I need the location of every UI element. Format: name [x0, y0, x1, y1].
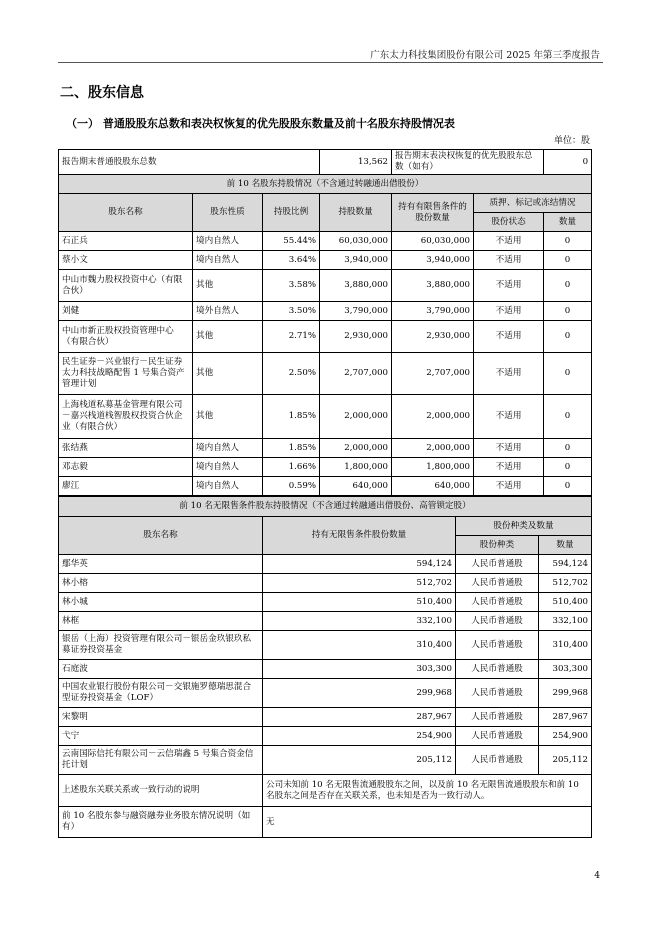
u-col-header-unrestricted: 持有无限售条件股份数量 [263, 517, 456, 555]
holding-shares: 2,000,000 [320, 439, 392, 458]
shareholder-name: 林小榕 [59, 574, 263, 593]
common-holders-label: 报告期末普通股股东总数 [59, 150, 320, 175]
pledge-qty: 0 [544, 395, 592, 439]
unrestricted-shares: 310,400 [263, 631, 456, 660]
table-row [59, 439, 592, 458]
pledge-status: 不适用 [474, 251, 544, 270]
holding-shares: 3,880,000 [320, 270, 392, 302]
pledge-qty: 0 [544, 477, 592, 496]
pledge-status: 不适用 [474, 353, 544, 395]
shareholder-name: 鄢华英 [59, 555, 263, 574]
shareholder-name: 蔡小文 [59, 251, 193, 270]
table-row [59, 458, 592, 477]
share-qty: 254,900 [539, 727, 592, 746]
section-subtitle: （一） 普通股股东总数和表决权恢复的优先股股东数量及前十名股东持股情况表 [66, 117, 455, 130]
table-row [59, 631, 592, 660]
pledge-status: 不适用 [474, 477, 544, 496]
col-header-name: 股东名称 [59, 194, 193, 232]
share-type: 人民币普通股 [456, 727, 539, 746]
table-row [59, 708, 592, 727]
restricted-shares: 640,000 [392, 477, 474, 496]
share-qty: 299,968 [539, 679, 592, 708]
holding-ratio: 3.58% [263, 270, 320, 302]
col-header-status: 股份状态 [474, 213, 544, 232]
pledge-qty: 0 [544, 251, 592, 270]
unrestricted-shares: 287,967 [263, 708, 456, 727]
unrestricted-shares: 205,112 [263, 746, 456, 775]
table-row [59, 302, 592, 321]
pledge-status: 不适用 [474, 232, 544, 251]
report-header: 广东太力科技集团股份有限公司 2025 年第三季度报告 [370, 50, 600, 61]
margin-label: 前 10 名股东参与融资融券业务股东情况说明（如有） [59, 807, 263, 838]
share-type: 人民币普通股 [456, 631, 539, 660]
shareholder-nature: 其他 [193, 270, 263, 302]
table-row [59, 727, 592, 746]
col-header-restricted: 持有有限售条件的股份数量 [392, 194, 474, 232]
table-row [59, 395, 592, 439]
pledge-status: 不适用 [474, 270, 544, 302]
top10-unrestricted-table [58, 496, 592, 838]
shareholder-name: 中山市魏力股权投资中心（有限合伙） [59, 270, 193, 302]
u-col-header-type-group: 股份种类及数量 [456, 517, 592, 536]
col-header-pledge: 质押、标记或冻结情况 [474, 194, 592, 213]
col-header-qty: 数量 [544, 213, 592, 232]
holding-shares: 640,000 [320, 477, 392, 496]
share-type: 人民币普通股 [456, 660, 539, 679]
share-qty: 287,967 [539, 708, 592, 727]
unrestricted-shares: 512,702 [263, 574, 456, 593]
shareholder-nature: 其他 [193, 395, 263, 439]
unit-label: 单位：股 [553, 136, 590, 146]
top10-shareholders-table [58, 149, 592, 496]
shareholder-name: 张结燕 [59, 439, 193, 458]
share-type: 人民币普通股 [456, 708, 539, 727]
table-row [59, 270, 592, 302]
holding-ratio: 55.44% [263, 232, 320, 251]
shareholder-nature: 境内自然人 [193, 439, 263, 458]
share-qty: 205,112 [539, 746, 592, 775]
holding-shares: 60,030,000 [320, 232, 392, 251]
shareholder-name: 石正兵 [59, 232, 193, 251]
holding-shares: 2,000,000 [320, 395, 392, 439]
common-holders-value: 13,562 [320, 150, 392, 175]
shareholder-name: 中国农业银行股份有限公司－交银施罗德瑞思混合型证券投资基金（LOF） [59, 679, 263, 708]
restricted-shares: 2,000,000 [392, 439, 474, 458]
shareholder-name: 邓志毅 [59, 458, 193, 477]
restricted-shares: 60,030,000 [392, 232, 474, 251]
holding-shares: 1,800,000 [320, 458, 392, 477]
table-row [59, 679, 592, 708]
table-row [59, 746, 592, 775]
holding-shares: 2,707,000 [320, 353, 392, 395]
shareholder-name: 林框 [59, 612, 263, 631]
top10u-title: 前 10 名无限售条件股东持股情况（不含通过转融通出借股份、高管锁定股） [59, 497, 592, 517]
holding-ratio: 1.85% [263, 439, 320, 458]
summary-row [59, 150, 592, 175]
share-qty: 332,100 [539, 612, 592, 631]
related-row [59, 775, 592, 807]
holding-ratio: 1.66% [263, 458, 320, 477]
holding-ratio: 1.85% [263, 395, 320, 439]
header-divider [58, 62, 603, 63]
table-row [59, 477, 592, 496]
share-qty: 510,400 [539, 593, 592, 612]
shareholder-nature: 境内自然人 [193, 232, 263, 251]
u-col-header-name: 股东名称 [59, 517, 263, 555]
shareholder-name: 中山市新正股权投资管理中心（有限合伙） [59, 321, 193, 353]
holding-ratio: 2.71% [263, 321, 320, 353]
shareholder-name: 弋宁 [59, 727, 263, 746]
pledge-status: 不适用 [474, 302, 544, 321]
share-qty: 310,400 [539, 631, 592, 660]
pledge-status: 不适用 [474, 321, 544, 353]
shareholder-name: 宋黎明 [59, 708, 263, 727]
shareholder-nature: 境内自然人 [193, 251, 263, 270]
share-type: 人民币普通股 [456, 555, 539, 574]
shareholder-name: 上海栈道私募基金管理有限公司－嘉兴栈道栈智股权投资合伙企业（有限合伙） [59, 395, 193, 439]
u-col-header-type: 股份种类 [456, 536, 539, 555]
table-row [59, 660, 592, 679]
col-header-shares: 持股数量 [320, 194, 392, 232]
pref-holders-value: 0 [544, 150, 592, 175]
holding-shares: 2,930,000 [320, 321, 392, 353]
pledge-status: 不适用 [474, 395, 544, 439]
holding-ratio: 3.64% [263, 251, 320, 270]
top10-title: 前 10 名股东持股情况（不含通过转融通出借股份） [59, 175, 592, 194]
holding-shares: 3,790,000 [320, 302, 392, 321]
restricted-shares: 2,707,000 [392, 353, 474, 395]
holding-ratio: 2.50% [263, 353, 320, 395]
holding-shares: 3,940,000 [320, 251, 392, 270]
restricted-shares: 1,800,000 [392, 458, 474, 477]
unrestricted-shares: 299,968 [263, 679, 456, 708]
u-col-header-qty: 数量 [539, 536, 592, 555]
table-row [59, 612, 592, 631]
table-row [59, 232, 592, 251]
shareholder-name: 银岳（上海）投资管理有限公司－银岳金玖银玖私募证券投资基金 [59, 631, 263, 660]
unrestricted-shares: 594,124 [263, 555, 456, 574]
pledge-qty: 0 [544, 353, 592, 395]
table-row [59, 251, 592, 270]
share-qty: 594,124 [539, 555, 592, 574]
share-qty: 303,300 [539, 660, 592, 679]
shareholder-name: 林小城 [59, 593, 263, 612]
share-type: 人民币普通股 [456, 679, 539, 708]
shareholder-name: 刘健 [59, 302, 193, 321]
shareholder-nature: 其他 [193, 353, 263, 395]
table-row [59, 321, 592, 353]
shareholder-nature: 境内自然人 [193, 477, 263, 496]
share-type: 人民币普通股 [456, 612, 539, 631]
restricted-shares: 3,790,000 [392, 302, 474, 321]
col-header-nature: 股东性质 [193, 194, 263, 232]
col-header-ratio: 持股比例 [263, 194, 320, 232]
table-row [59, 353, 592, 395]
margin-value: 无 [263, 807, 592, 838]
restricted-shares: 2,000,000 [392, 395, 474, 439]
table-row [59, 574, 592, 593]
margin-row [59, 807, 592, 838]
restricted-shares: 2,930,000 [392, 321, 474, 353]
shareholder-name: 石庭波 [59, 660, 263, 679]
shareholder-nature: 其他 [193, 321, 263, 353]
shareholder-name: 廖江 [59, 477, 193, 496]
pledge-status: 不适用 [474, 439, 544, 458]
section-title: 二、股东信息 [60, 85, 144, 101]
page-number: 4 [594, 871, 600, 881]
holding-ratio: 0.59% [263, 477, 320, 496]
table-row [59, 555, 592, 574]
holding-ratio: 3.50% [263, 302, 320, 321]
unrestricted-shares: 303,300 [263, 660, 456, 679]
share-type: 人民币普通股 [456, 593, 539, 612]
share-type: 人民币普通股 [456, 746, 539, 775]
unrestricted-shares: 510,400 [263, 593, 456, 612]
shareholder-name: 民生证券－兴业银行－民生证券太力科技战略配售 1 号集合资产管理计划 [59, 353, 193, 395]
pledge-qty: 0 [544, 302, 592, 321]
share-type: 人民币普通股 [456, 574, 539, 593]
shareholder-nature: 境内自然人 [193, 458, 263, 477]
restricted-shares: 3,880,000 [392, 270, 474, 302]
shareholder-nature: 境外自然人 [193, 302, 263, 321]
share-qty: 512,702 [539, 574, 592, 593]
pledge-status: 不适用 [474, 458, 544, 477]
unrestricted-shares: 254,900 [263, 727, 456, 746]
shareholder-name: 云南国际信托有限公司－云信瑞鑫 5 号集合资金信托计划 [59, 746, 263, 775]
restricted-shares: 3,940,000 [392, 251, 474, 270]
table-row [59, 593, 592, 612]
related-value: 公司未知前 10 名无限售流通股股东之间，以及前 10 名无限售流通股股东和前 10 名股东之间是否存在关联关系，也未知是否为一致行动人。 [263, 775, 592, 807]
pref-holders-label: 报告期末表决权恢复的优先股股东总数（如有） [392, 150, 544, 175]
pledge-qty: 0 [544, 270, 592, 302]
related-label: 上述股东关联关系或一致行动的说明 [59, 775, 263, 807]
unrestricted-shares: 332,100 [263, 612, 456, 631]
pledge-qty: 0 [544, 321, 592, 353]
pledge-qty: 0 [544, 458, 592, 477]
pledge-qty: 0 [544, 439, 592, 458]
pledge-qty: 0 [544, 232, 592, 251]
